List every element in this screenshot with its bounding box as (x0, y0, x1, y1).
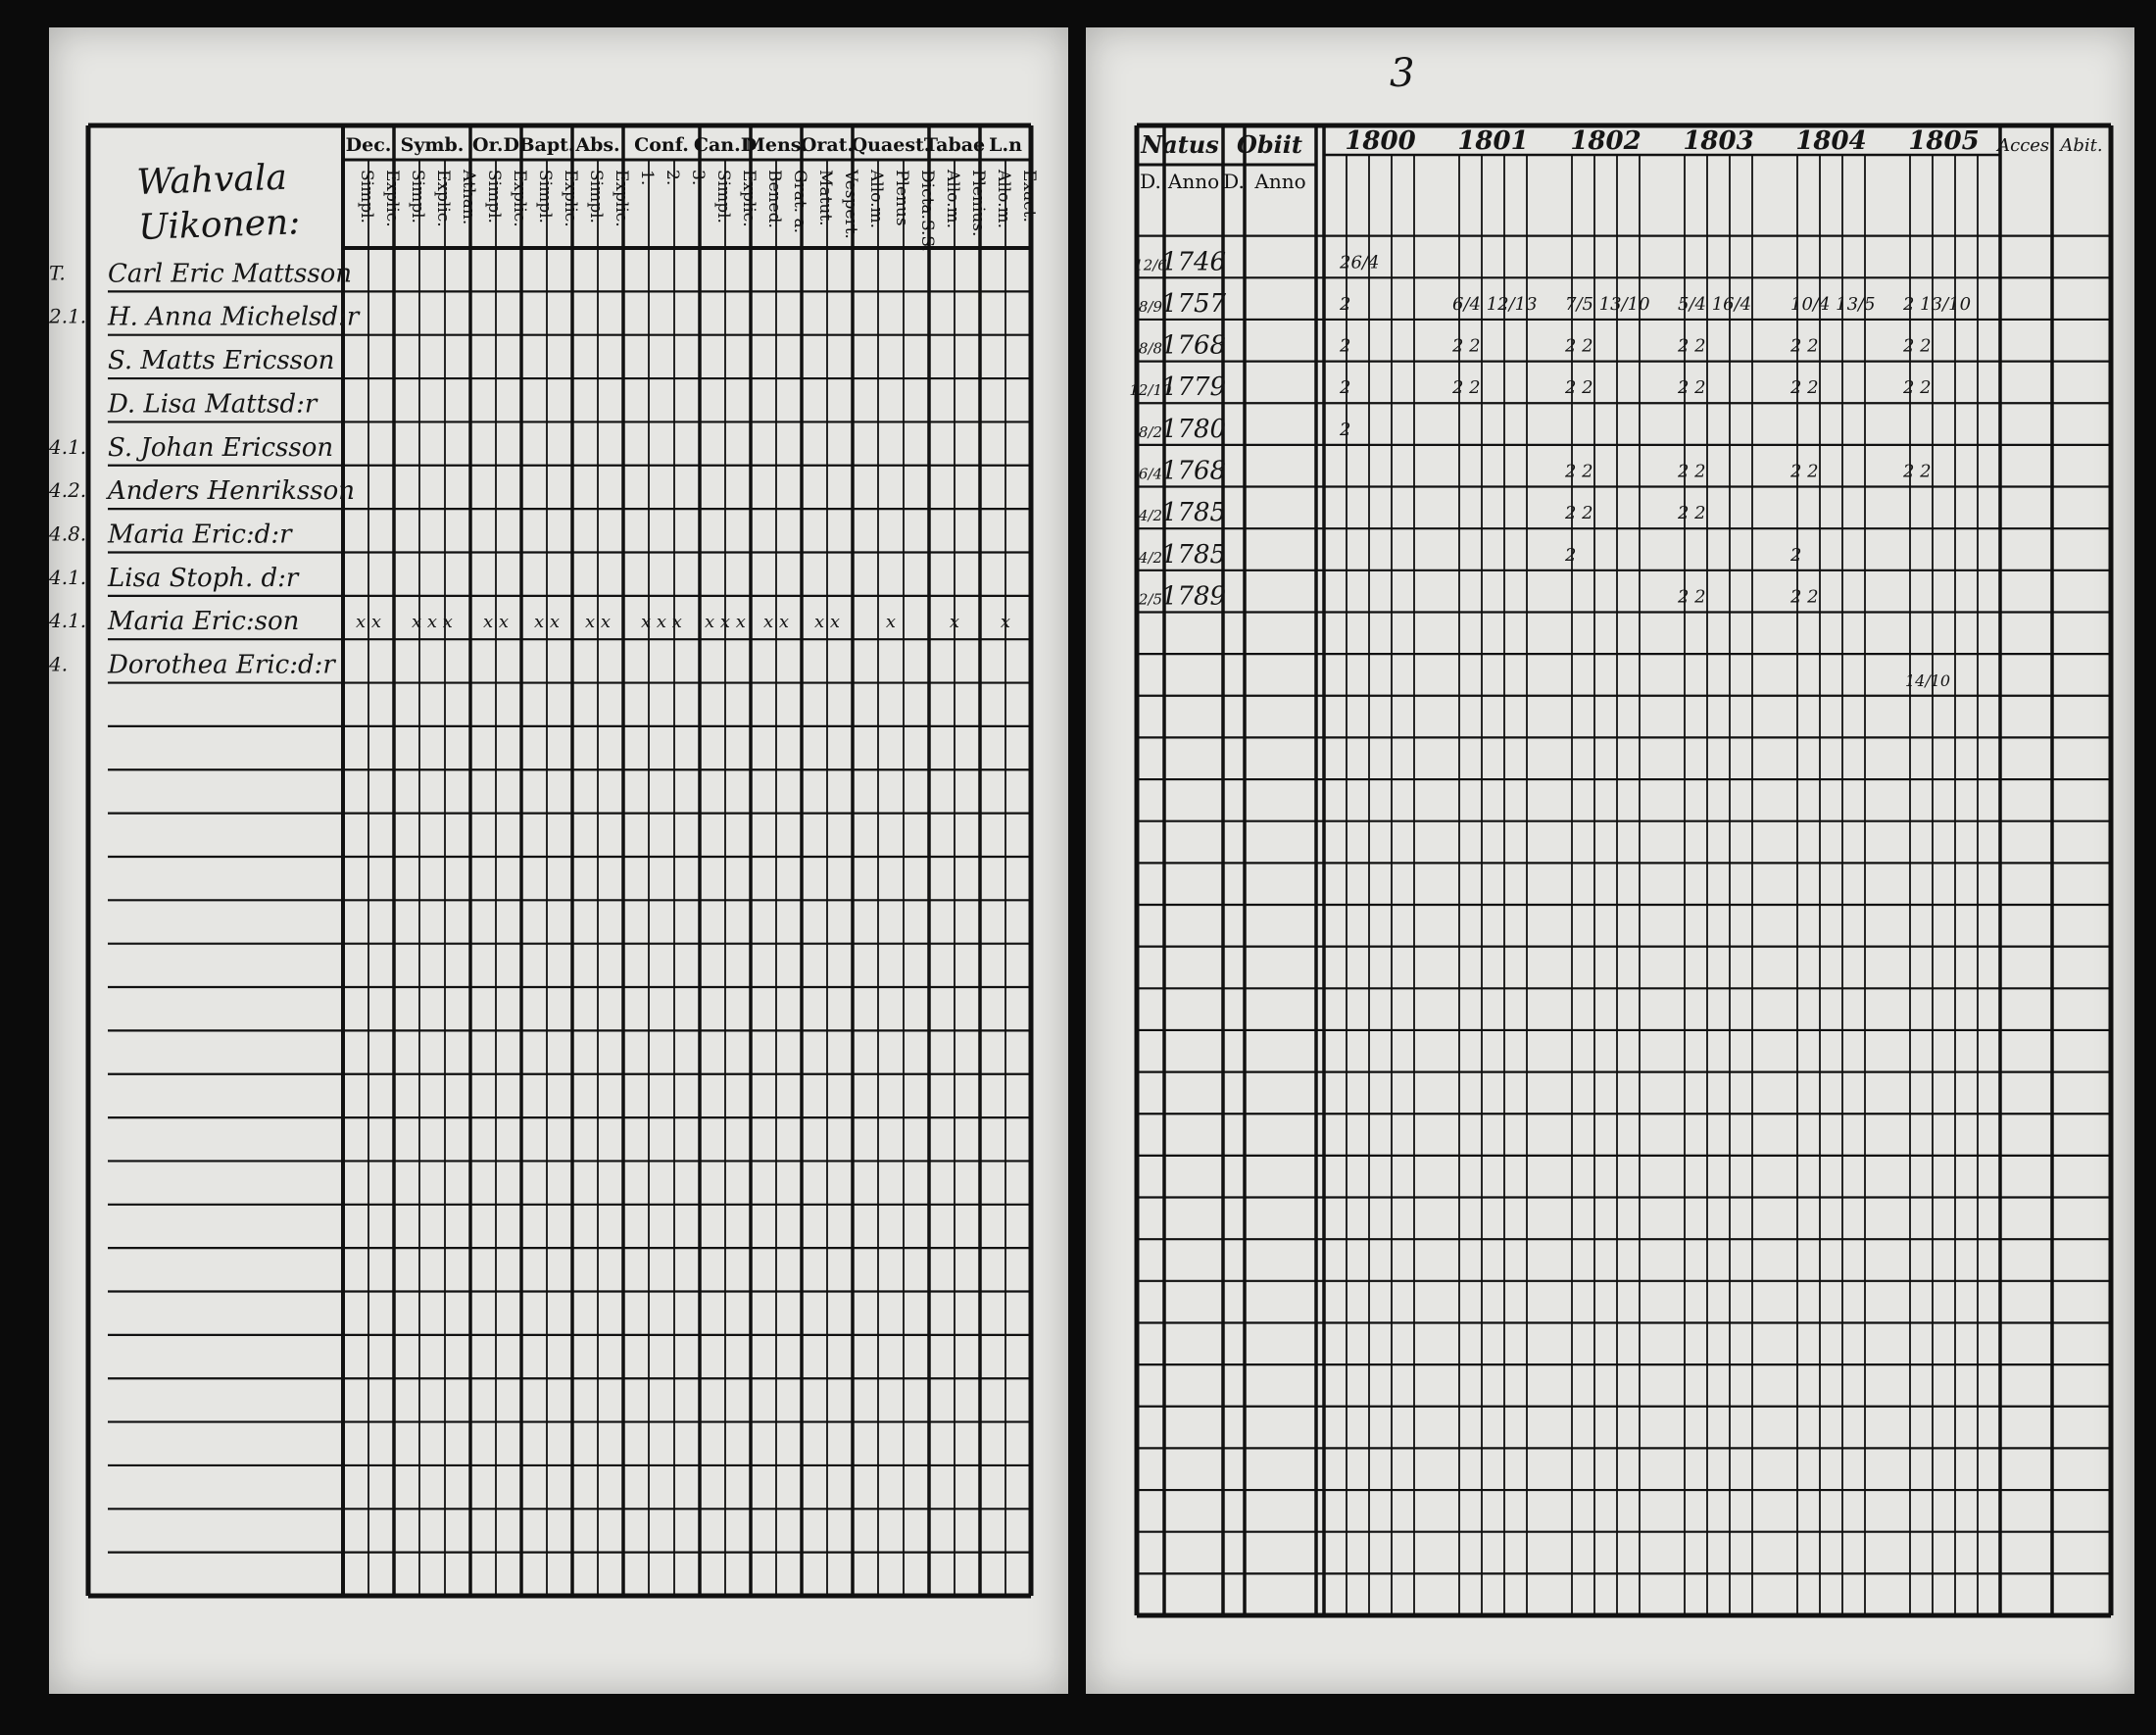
year-mark: 2 2 (1790, 377, 1819, 399)
column-sub-label: Grat. a. (790, 170, 809, 234)
column-sub-label: Plenius. (968, 170, 988, 237)
column-sub-label: Bened. (764, 170, 784, 228)
knowledge-mark: x x x (641, 612, 682, 633)
column-sub-label: Matut. (815, 170, 835, 226)
year-header: 1805 (1908, 126, 1980, 156)
year-mark: 2 2 (1565, 503, 1593, 524)
birth-year: 1785 (1160, 539, 1227, 570)
column-sub-label: 2. (662, 170, 682, 186)
year-mark: 2 2 (1565, 377, 1593, 399)
column-sub-label: Simpl. (357, 170, 376, 223)
birth-day: 4/2 (1138, 548, 1163, 567)
column-group-label: Or.D (472, 134, 519, 156)
person-name: D. Lisa Mattsd:r (108, 389, 318, 420)
column-group-label: Orat. (800, 134, 855, 156)
abiit-header: Abit. (2060, 135, 2103, 156)
person-name: S. Matts Ericsson (108, 346, 335, 376)
obiit-header: Obiit (1236, 130, 1303, 159)
year-mark: 2 2 (1452, 377, 1481, 399)
person-name: Maria Eric:d:r (108, 520, 292, 550)
birth-year: 1785 (1160, 498, 1227, 528)
column-sub-label: Simpl. (586, 170, 606, 223)
year-mark: 2 2 (1678, 377, 1706, 399)
knowledge-mark: x x (482, 612, 510, 633)
column-group-label: Can.D (693, 134, 758, 156)
year-mark: 2 2 (1565, 461, 1593, 482)
accessit-header: Acces. (1997, 135, 2055, 156)
year-header: 1803 (1683, 126, 1754, 156)
year-mark: 2 2 (1452, 335, 1481, 357)
obiit-year-header: Anno (1254, 170, 1306, 193)
column-sub-label: Exact. (1019, 170, 1039, 223)
year-mark: 2 2 (1903, 461, 1932, 482)
person-name: Carl Eric Mattsson (108, 259, 353, 289)
column-group-label: Abs. (575, 134, 620, 156)
year-mark: 2 2 (1790, 461, 1819, 482)
year-mark: 2 (1340, 419, 1351, 440)
person-name: Dorothea Eric:d:r (108, 650, 335, 680)
column-group-label: Bapt. (518, 134, 575, 156)
column-sub-label: Allo.m. (994, 170, 1013, 229)
column-sub-label: Allo.m. (866, 170, 886, 229)
birth-year: 1780 (1160, 414, 1227, 444)
person-name: S. Johan Ericsson (108, 432, 334, 463)
year-mark: 2 2 (1678, 503, 1706, 524)
year-mark: 5/4 16/4 (1678, 293, 1752, 315)
year-mark: 2 (1340, 293, 1351, 315)
column-group-label: Dec. (345, 134, 392, 156)
natus-header: Natus (1141, 130, 1219, 159)
column-sub-label: Simpl. (408, 170, 427, 223)
birth-day: 12/6 (1134, 256, 1167, 274)
column-sub-label: Explic. (433, 170, 453, 227)
column-sub-label: Simpl. (713, 170, 733, 223)
birth-day: 4/2 (1138, 507, 1163, 525)
margin-mark: 4.1. (49, 609, 87, 633)
natus-day-header: D. (1140, 170, 1161, 193)
column-sub-label: 3. (688, 170, 708, 186)
extra-mark: 14/10 (1905, 670, 1951, 690)
column-sub-label: Dicta.S.S. (917, 170, 937, 252)
knowledge-mark: x (949, 612, 960, 633)
birth-year: 1789 (1160, 581, 1227, 612)
year-mark: 2 (1340, 377, 1351, 399)
birth-day: 12/10 (1129, 381, 1172, 400)
year-mark: 2 2 (1903, 335, 1932, 357)
column-sub-label: Explic. (612, 170, 631, 227)
year-header: 1800 (1345, 126, 1416, 156)
margin-mark: T. (49, 261, 66, 285)
year-mark: 2 (1790, 544, 1802, 566)
column-group-label: Tabae (923, 134, 986, 156)
right-register-grid (1086, 27, 2134, 1694)
register-title: Wahvala (135, 157, 288, 203)
year-mark: 10/4 13/5 (1790, 293, 1876, 315)
year-header: 1804 (1795, 126, 1867, 156)
year-mark: 2 2 (1790, 586, 1819, 608)
column-sub-label: Explic. (739, 170, 759, 227)
birth-year: 1768 (1160, 456, 1227, 486)
year-mark: 2 2 (1565, 335, 1593, 357)
year-mark: 2 2 (1903, 377, 1932, 399)
birth-day: 2/5 (1138, 590, 1163, 609)
knowledge-mark: x (1000, 612, 1011, 633)
margin-mark: 4. (49, 652, 69, 676)
column-group-label: L.n (989, 134, 1022, 156)
knowledge-mark: x x x (412, 612, 453, 633)
register-title: Uikonen: (137, 202, 301, 248)
column-sub-label: 1. (637, 170, 657, 186)
column-sub-label: Simpl. (484, 170, 504, 223)
year-header: 1802 (1570, 126, 1642, 156)
year-mark: 2 2 (1678, 586, 1706, 608)
margin-mark: 4.2. (49, 478, 87, 503)
natus-year-header: Anno (1167, 170, 1220, 193)
birth-year: 1757 (1160, 288, 1227, 319)
year-mark: 26/4 (1340, 252, 1380, 273)
column-sub-label: Explic. (382, 170, 402, 227)
left-register-grid (49, 27, 1068, 1694)
column-group-label: Quaest. (851, 134, 931, 156)
birth-year: 1768 (1160, 330, 1227, 361)
right-page (1086, 27, 2134, 1694)
knowledge-mark: x x x (705, 612, 746, 633)
person-name: Lisa Stoph. d:r (108, 563, 299, 593)
column-sub-label: Allo.m. (943, 170, 962, 229)
knowledge-mark: x x (355, 612, 382, 633)
knowledge-mark: x x (813, 612, 841, 633)
year-mark: 6/4 12/13 (1452, 293, 1538, 315)
person-name: Maria Eric:son (108, 607, 300, 637)
page-number: 3 (1390, 51, 1415, 96)
knowledge-mark: x x (584, 612, 612, 633)
knowledge-mark: x (885, 612, 897, 633)
left-page (49, 27, 1068, 1694)
knowledge-mark: x x (533, 612, 561, 633)
margin-mark: 4.8. (49, 521, 87, 546)
column-group-label: Symb. (400, 134, 465, 156)
year-mark: 2 2 (1790, 335, 1819, 357)
column-sub-label: Explic. (510, 170, 529, 227)
column-sub-label: Simpl. (535, 170, 555, 223)
birth-day: 8/9 (1138, 297, 1163, 316)
year-mark: 7/5 13/10 (1565, 293, 1650, 315)
column-sub-label: Plenus (892, 170, 911, 226)
year-header: 1801 (1457, 126, 1529, 156)
year-mark: 2 2 (1678, 335, 1706, 357)
birth-day: 6/4 (1138, 465, 1163, 483)
column-sub-label: Explic. (561, 170, 580, 227)
birth-day: 8/8 (1138, 339, 1163, 358)
person-name: Anders Henriksson (108, 476, 355, 507)
margin-mark: 2.1. (49, 304, 87, 328)
birth-day: 8/2 (1138, 422, 1163, 441)
year-mark: 2 (1565, 544, 1577, 566)
column-group-label: Conf. (634, 134, 689, 156)
year-mark: 2 2 (1678, 461, 1706, 482)
birth-year: 1746 (1160, 247, 1227, 277)
column-sub-label: Athan. (459, 170, 478, 225)
obiit-day-header: D. (1223, 170, 1245, 193)
column-group-label: Mens. (744, 134, 808, 156)
margin-mark: 4.1. (49, 565, 87, 589)
person-name: H. Anna Michelsd:r (108, 302, 360, 332)
knowledge-mark: x x (762, 612, 790, 633)
birth-year: 1779 (1160, 372, 1227, 403)
year-mark: 2 (1340, 335, 1351, 357)
margin-mark: 4.1. (49, 434, 87, 459)
year-mark: 2 13/10 (1903, 293, 1972, 315)
column-sub-label: Vespert. (841, 170, 860, 239)
